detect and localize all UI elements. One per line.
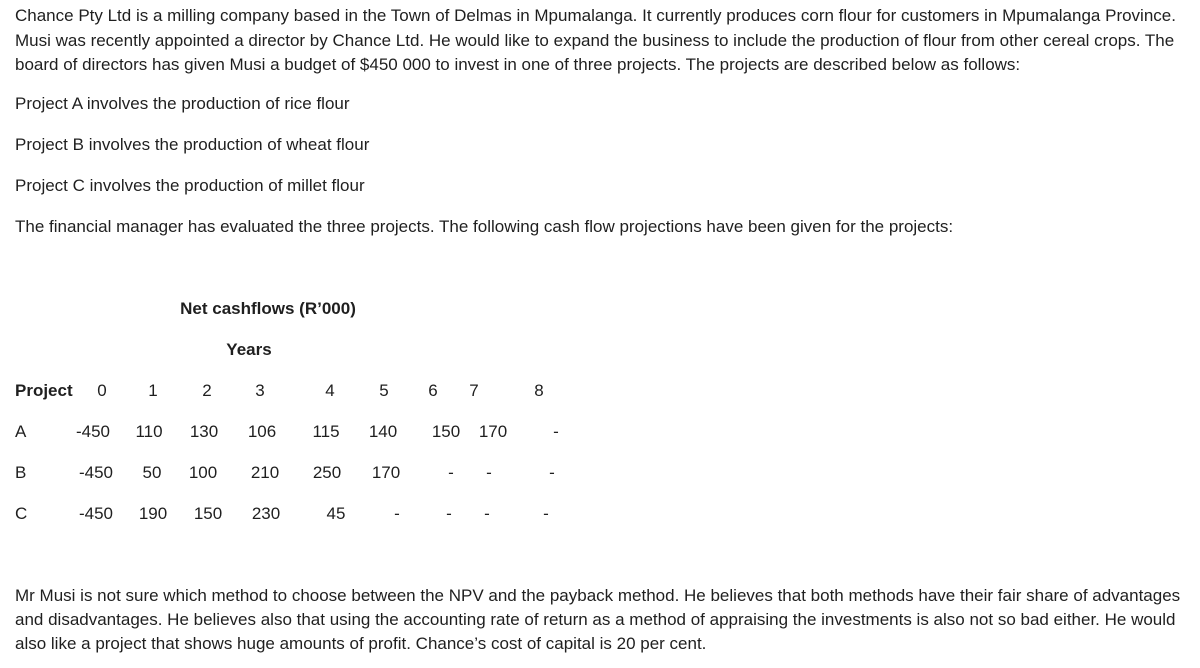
table-cell: - (448, 463, 454, 482)
row-label-b: B (15, 463, 27, 482)
table-cell: 45 (326, 504, 346, 523)
table-cell: - (394, 504, 400, 523)
project-c-description: Project C involves the production of millet flour (15, 176, 365, 195)
table-cell: 150 (431, 422, 461, 441)
table-subtitle: Years (226, 340, 272, 359)
closing-paragraph: Mr Musi is not sure which method to choose between the NPV and the payback method. He believes that both methods have their fair share of advantages and disadvantages. He believes also that using the accounting rate of return as a method of appraising the investments is also not so bad either. He would also like a project that shows huge amounts of profit. Chance’s cost of capital is 20 per cent. (15, 586, 1181, 653)
table-cell: -450 (78, 504, 114, 523)
row-label-c: C (15, 504, 28, 523)
year-header: 7 (469, 381, 479, 400)
table-cell: -450 (75, 422, 111, 441)
table-cell: -450 (78, 463, 114, 482)
table-cell: 150 (193, 504, 223, 523)
table-cell: 100 (188, 463, 218, 482)
year-header: 3 (255, 381, 265, 400)
table-cell: 210 (250, 463, 280, 482)
table-cell: 140 (368, 422, 398, 441)
year-header: 6 (428, 381, 438, 400)
project-a-description: Project A involves the production of rice flour (15, 94, 350, 113)
table-cell: - (486, 463, 492, 482)
table-cell: 250 (312, 463, 342, 482)
year-header: 8 (534, 381, 544, 400)
table-cell: - (543, 504, 549, 523)
table-cell: 110 (135, 422, 163, 441)
table-cell: - (484, 504, 490, 523)
table-cell: 230 (251, 504, 281, 523)
year-header: 2 (202, 381, 212, 400)
table-cell: 115 (312, 422, 340, 441)
year-header: 1 (148, 381, 158, 400)
table-cell: 190 (138, 504, 168, 523)
year-header: 0 (97, 381, 107, 400)
table-cell: - (549, 463, 555, 482)
intro-paragraph: Chance Pty Ltd is a milling company based in the Town of Delmas in Mpumalanga. It currently produces corn flour for customers in Mpumalanga Province. Musi was recently appointed a director by Chance Ltd. He would like to expand the business to include the production of flour from other cereal crops. The board of directors has given Musi a budget of $450 000 to invest in one of three projects. The projects are described below as follows: (15, 6, 1176, 74)
table-cell: 130 (189, 422, 219, 441)
table-cell: 106 (247, 422, 277, 441)
year-header: 5 (379, 381, 389, 400)
table-cell: 170 (371, 463, 401, 482)
year-header: 4 (325, 381, 335, 400)
table-title: Net cashflows (R’000) (180, 299, 356, 318)
table-cell: 170 (478, 422, 508, 441)
table-cell: - (446, 504, 452, 523)
project-header: Project (15, 381, 73, 400)
project-b-description: Project B involves the production of wheat flour (15, 135, 370, 154)
evaluation-paragraph: The financial manager has evaluated the three projects. The following cash flow projections have been given for the projects: (15, 217, 954, 236)
table-cell: 50 (142, 463, 162, 482)
row-label-a: A (15, 422, 27, 441)
table-cell: - (553, 422, 559, 441)
